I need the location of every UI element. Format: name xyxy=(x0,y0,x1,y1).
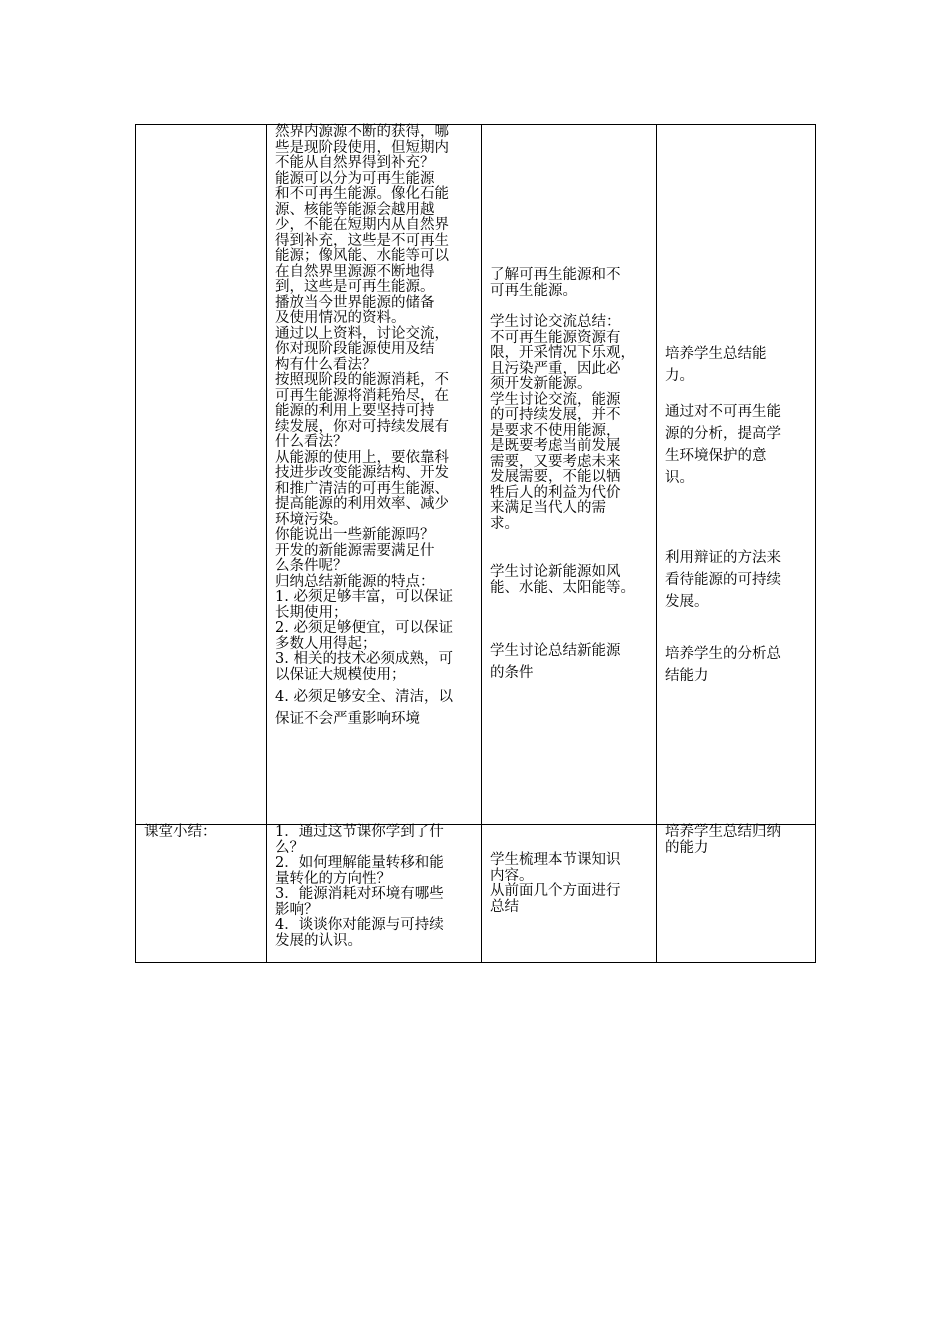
student-text-line: 不可再生能源资源有 xyxy=(490,329,621,346)
teacher-text-line: 4．谈谈你对能源与可持续 xyxy=(275,917,444,933)
student-text-line: 内容。 xyxy=(490,867,534,884)
teacher-text-line: 2．如何理解能量转移和能 xyxy=(275,855,444,871)
teacher-text-line: 得到补充，这些是不可再生 xyxy=(275,232,449,249)
teacher-text-line: 技进步改变能源结构、开发 xyxy=(275,465,449,481)
student-text-line: 求。 xyxy=(490,515,519,532)
student-text-line: 须开发新能源。 xyxy=(490,376,592,392)
section-label-cell xyxy=(136,125,267,825)
teacher-text-line: 在自然界里源源不断地得 xyxy=(275,263,435,280)
student-text-line: 是要求不使用能源， xyxy=(490,422,621,439)
teacher-text-line: 2. 必须足够便宜，可以保证 xyxy=(275,620,453,636)
purpose-text-line: 力。 xyxy=(665,368,694,384)
table-row xyxy=(136,825,816,963)
teacher-text-line: 少，不能在短期内从自然界 xyxy=(275,217,449,233)
student-text-line: 学生讨论交流，能源 xyxy=(490,391,621,408)
student-text-line: 能、水能、太阳能等。 xyxy=(490,579,635,596)
teacher-text-line: 影响？ xyxy=(275,901,319,918)
student-text-line: 来满足当代人的需 xyxy=(490,500,606,516)
teacher-text-line: 续发展，你对可持续发展有 xyxy=(275,418,449,435)
table-row xyxy=(136,125,816,825)
teacher-text-line: 什么看法？ xyxy=(275,434,348,450)
teacher-text-line: 可再生能源将消耗殆尽，在 xyxy=(275,387,449,404)
purpose-text-line: 源的分析，提高学 xyxy=(665,426,781,442)
design-purpose-cell xyxy=(657,125,816,825)
teacher-text-line: 3．能源消耗对环境有哪些 xyxy=(275,886,444,902)
student-text-line: 学生讨论交流总结： xyxy=(490,314,621,330)
teacher-text-line: 能源的利用上要坚持可持 xyxy=(275,403,435,419)
teacher-text-line: 长期使用； xyxy=(275,604,348,621)
student-text-line: 限，开采情况下乐观， xyxy=(490,345,635,361)
teacher-text-line: 能源可以分为可再生能源 xyxy=(275,170,435,187)
student-activity-cell xyxy=(482,125,657,825)
teacher-text-line: 你对现阶段能源使用及结 xyxy=(275,341,435,357)
purpose-text-line: 利用辩证的方法来 xyxy=(665,550,781,566)
student-text-line: 了解可再生能源和不 xyxy=(490,267,621,283)
section-label-cell xyxy=(136,825,267,963)
teacher-text-line: 量转化的方向性？ xyxy=(275,870,391,887)
teacher-text-line: 到，这些是可再生能源。 xyxy=(275,279,435,295)
student-activity-cell xyxy=(482,825,657,963)
purpose-text-line: 看待能源的可持续 xyxy=(665,572,781,588)
teacher-text-line: 归纳总结新能源的特点： xyxy=(275,573,435,590)
design-purpose-cell xyxy=(657,825,816,963)
teacher-text-line: 不能从自然界得到补充？ xyxy=(275,155,435,171)
student-text-line: 从前面几个方面进行 xyxy=(490,883,621,899)
teacher-text-line: 然界内源源不断的获得，哪 xyxy=(275,124,449,140)
teacher-text-line: 保证不会严重影响环境 xyxy=(275,711,420,727)
student-text-line: 可再生能源。 xyxy=(490,282,577,299)
student-text-line: 学生梳理本节课知识 xyxy=(490,852,621,868)
teacher-text-line: 提高能源的利用效率、减少 xyxy=(275,496,449,512)
teacher-text-line: 么？ xyxy=(275,839,304,856)
teacher-text-line: 么条件呢？ xyxy=(275,558,348,574)
teacher-text-line: 构有什么看法？ xyxy=(275,356,377,373)
teacher-text-line: 多数人用得起； xyxy=(275,635,377,652)
teacher-text-line: 些是现阶段使用，但短期内 xyxy=(275,139,449,156)
teacher-text-line: 源、核能等能源会越用越 xyxy=(275,201,435,218)
teacher-text-line: 3. 相关的技术必须成熟，可 xyxy=(275,651,453,667)
student-text-line: 发展需要，不能以牺 xyxy=(490,469,621,485)
student-text-line: 学生讨论总结新能源 xyxy=(490,643,621,659)
teacher-activity-cell xyxy=(267,125,482,825)
purpose-text-line: 结能力 xyxy=(665,668,709,684)
student-text-line: 需要，又要考虑未来 xyxy=(490,453,621,470)
purpose-text-line: 培养学生的分析总 xyxy=(665,646,781,662)
teacher-text-line: 通过以上资料，讨论交流， xyxy=(275,325,449,342)
teacher-text-line: 能源；像风能、水能等可以 xyxy=(275,248,449,264)
purpose-text-line: 发展。 xyxy=(665,594,709,610)
student-text-line: 的条件 xyxy=(490,665,534,681)
student-text-line: 且污染严重，因此必 xyxy=(490,360,621,377)
student-text-line: 的可持续发展，并不 xyxy=(490,407,621,423)
purpose-text-line: 培养学生总结归纳 xyxy=(665,824,781,840)
purpose-text-line: 培养学生总结能 xyxy=(665,346,767,362)
student-text-line: 学生讨论新能源如风 xyxy=(490,564,621,580)
teacher-text-line: 和推广清洁的可再生能源、 xyxy=(275,480,449,497)
teacher-text-line: 和不可再生能源。像化石能 xyxy=(275,186,449,202)
teacher-text-line: 按照现阶段的能源消耗，不 xyxy=(275,372,449,388)
teacher-text-line: 1. 必须足够丰富，可以保证 xyxy=(275,589,453,605)
purpose-text-line: 通过对不可再生能 xyxy=(665,404,781,420)
teacher-text-line: 从能源的使用上，要依靠科 xyxy=(275,449,449,466)
teacher-text-line: 1．通过这节课你学到了什 xyxy=(275,824,444,840)
lesson-plan-table xyxy=(135,124,816,963)
student-text-line: 牲后人的利益为代价 xyxy=(490,484,621,501)
student-text-line: 总结 xyxy=(490,898,519,915)
purpose-text-line: 的能力 xyxy=(665,839,709,856)
teacher-activity-cell xyxy=(267,825,482,963)
teacher-text-line: 环境污染。 xyxy=(275,511,348,528)
teacher-text-line: 你能说出一些新能源吗？ xyxy=(275,527,435,543)
teacher-text-line: 发展的认识。 xyxy=(275,932,362,949)
teacher-text-line: 开发的新能源需要满足什 xyxy=(275,542,435,559)
purpose-text-line: 生环境保护的意 xyxy=(665,448,767,464)
purpose-text-line: 识。 xyxy=(665,470,694,486)
teacher-text-line: 4. 必须足够安全、清洁，以 xyxy=(275,689,453,705)
student-text-line: 是既要考虑当前发展 xyxy=(490,438,621,454)
teacher-text-line: 以保证大规模使用； xyxy=(275,666,406,683)
teacher-text-line: 播放当今世界能源的储备 xyxy=(275,294,435,311)
section-label: 课堂小结： xyxy=(144,824,217,840)
teacher-text-line: 及使用情况的资料。 xyxy=(275,310,406,326)
